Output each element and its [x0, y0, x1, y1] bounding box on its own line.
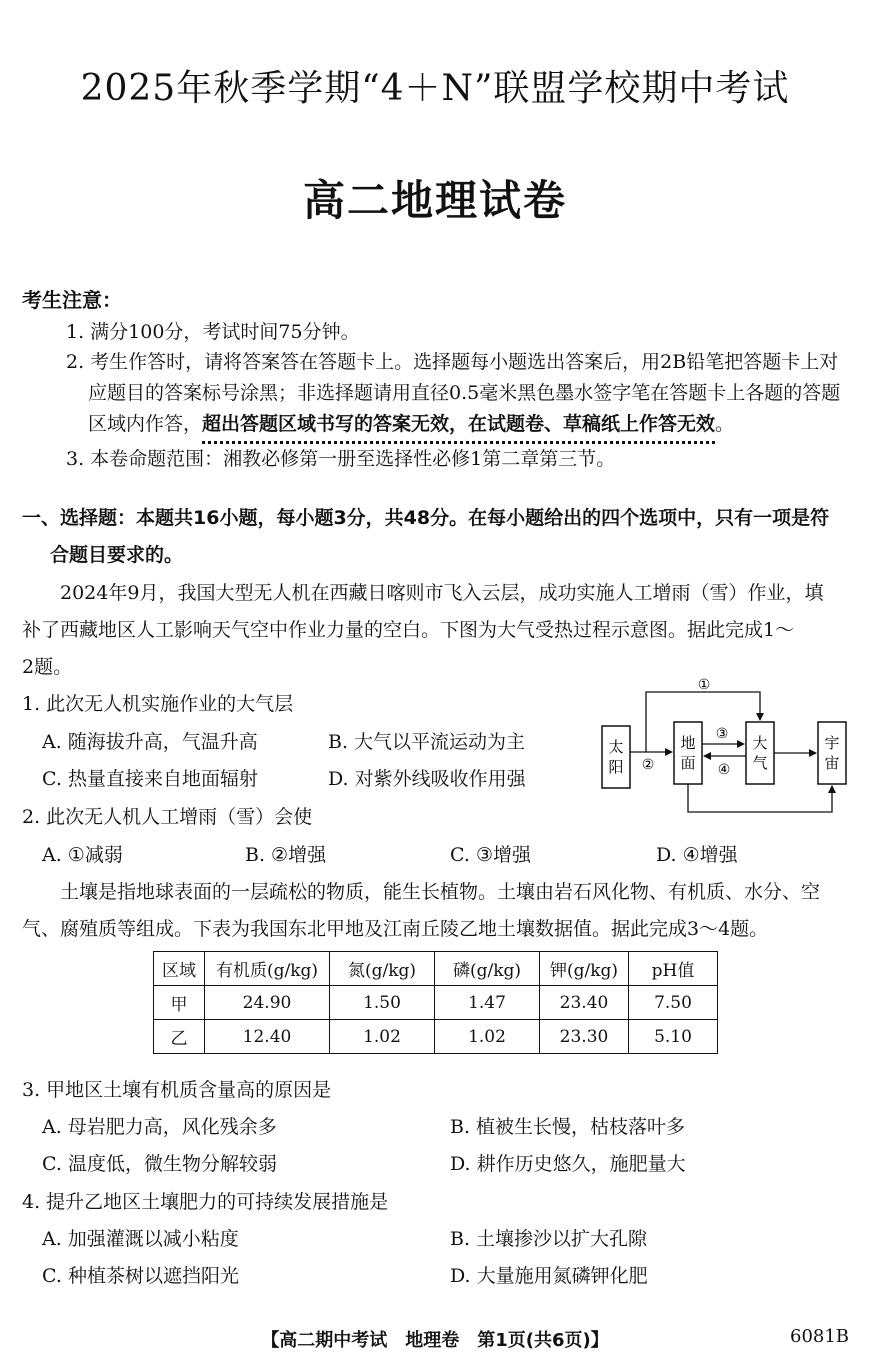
passage1-line1: 2024年9月，我国大型无人机在西藏日喀则市飞入云层，成功实施人工增雨（雪）作业，填: [60, 582, 824, 604]
q1-option-c: C. 热量直接来自地面辐射: [42, 768, 258, 790]
table-cell: 1.47: [435, 986, 540, 1020]
notice-item-3: 3. 本卷命题范围：湘教必修第一册至选择性必修1第二章第三节。: [66, 448, 616, 470]
section-title: 一、选择题：本题共16小题，每小题3分，共48分。在每小题给出的四个选项中，只有一项是符: [22, 507, 830, 529]
notice-item-1: 1. 满分100分，考试时间75分钟。: [66, 321, 360, 343]
q3-stem: 3. 甲地区土壤有机质含量高的原因是: [22, 1079, 332, 1101]
sun-label-1: 太: [608, 738, 624, 756]
q3-option-b: B. 植被生长慢，枯枝落叶多: [450, 1116, 686, 1138]
label-2: ②: [641, 757, 655, 773]
notice-heading: 考生注意：: [22, 288, 122, 312]
label-1: ①: [697, 677, 711, 693]
q4-option-b: B. 土壤掺沙以扩大孔隙: [450, 1228, 648, 1250]
passage2-line2: 气、腐殖质等组成。下表为我国东北甲地及江南丘陵乙地土壤数据值。据此完成3～4题。: [22, 918, 769, 940]
arrow-1: [646, 692, 760, 752]
q1-option-b: B. 大气以平流运动为主: [328, 731, 526, 753]
space-label-2: 宙: [824, 754, 840, 772]
table-row: [154, 1020, 718, 1054]
table-cell: 7.50: [629, 986, 718, 1020]
section-title-cont: 合题目要求的。: [50, 544, 184, 566]
q2-option-b: B. ②增强: [245, 844, 327, 866]
q2-option-d: D. ④增强: [656, 844, 738, 866]
q1-option-d: D. 对紫外线吸收作用强: [328, 768, 526, 790]
table-header-cell: 氮(g/kg): [330, 952, 435, 986]
page-footer: 【高二期中考试 地理卷 第1页(共6页)】: [261, 1330, 609, 1351]
notice-item-2: 2. 考生作答时，请将答案答在答题卡上。选择题每小题选出答案后，用2B铅笔把答题卡上对: [66, 351, 839, 373]
paper-title: 高二地理试卷: [302, 176, 567, 225]
ground-label-2: 面: [680, 754, 696, 772]
table-cell: 乙: [154, 1020, 205, 1054]
q1-option-a: A. 随海拔升高，气温升高: [42, 731, 258, 753]
arrow-ground-space: [688, 784, 832, 812]
table-cell: 甲: [154, 986, 205, 1020]
paper-code: 6081B: [790, 1326, 850, 1347]
table-row: [154, 986, 718, 1020]
table-cell: 12.40: [205, 1020, 330, 1054]
sun-label-2: 阳: [608, 758, 624, 776]
table-header-cell: 磷(g/kg): [435, 952, 540, 986]
q4-option-a: A. 加强灌溉以减小粘度: [42, 1228, 239, 1250]
exam-title: 2025年秋季学期“4＋N”联盟学校期中考试: [80, 68, 790, 109]
q1-stem: 1. 此次无人机实施作业的大气层: [22, 693, 294, 715]
table-header-row: [154, 952, 718, 986]
notice-period: 。: [715, 413, 735, 435]
table-header-cell: 有机质(g/kg): [205, 952, 330, 986]
atmosphere-label-1: 大: [752, 734, 768, 752]
notice-text: 区域内作答，: [88, 413, 203, 435]
q2-option-a: A. ①减弱: [42, 844, 123, 866]
q2-stem: 2. 此次无人机人工增雨（雪）会使: [22, 806, 313, 828]
passage1-line2: 补了西藏地区人工影响天气空中作业力量的空白。下图为大气受热过程示意图。据此完成1～: [22, 619, 795, 641]
table-header-cell: pH值: [629, 952, 718, 986]
table-cell: 1.50: [330, 986, 435, 1020]
atmosphere-box: [746, 722, 774, 784]
ground-label-1: 地: [680, 734, 696, 752]
label-4: ④: [717, 762, 731, 778]
q3-option-d: D. 耕作历史悠久，施肥量大: [450, 1153, 686, 1175]
table-header-cell: 钾(g/kg): [540, 952, 629, 986]
space-box: [818, 722, 846, 784]
atmosphere-label-2: 气: [752, 754, 768, 772]
table-cell: 23.30: [540, 1020, 629, 1054]
q3-option-c: C. 温度低，微生物分解较弱: [42, 1153, 277, 1175]
notice-item-2-cont: 应题目的答案标号涂黑；非选择题请用直径0.5毫米黑色墨水签字笔在答题卡上各题的答题: [88, 382, 841, 404]
q2-option-c: C. ③增强: [450, 844, 531, 866]
q4-stem: 4. 提升乙地区土壤肥力的可持续发展措施是: [22, 1191, 389, 1213]
label-3: ③: [715, 726, 729, 742]
table-cell: 1.02: [330, 1020, 435, 1054]
atmosphere-heating-diagram: [600, 674, 850, 820]
space-label-1: 宇: [824, 734, 840, 752]
table-cell: 24.90: [205, 986, 330, 1020]
q4-option-c: C. 种植茶树以遮挡阳光: [42, 1265, 239, 1287]
soil-data-table: [153, 951, 718, 1054]
sun-box: [602, 726, 630, 788]
q3-option-a: A. 母岩肥力高，风化残余多: [42, 1116, 277, 1138]
table-header-cell: 区域: [154, 952, 205, 986]
ground-box: [674, 722, 702, 784]
notice-emphasis: 超出答题区域书写的答案无效，在试题卷、草稿纸上作答无效: [202, 413, 715, 444]
table-cell: 23.40: [540, 986, 629, 1020]
table-cell: 5.10: [629, 1020, 718, 1054]
table-cell: 1.02: [435, 1020, 540, 1054]
passage1-line3: 2题。: [22, 656, 73, 678]
passage2-line1: 土壤是指地球表面的一层疏松的物质，能生长植物。土壤由岩石风化物、有机质、水分、空: [60, 881, 821, 903]
notice-item-2-end: [88, 409, 734, 436]
q4-option-d: D. 大量施用氮磷钾化肥: [450, 1265, 648, 1287]
